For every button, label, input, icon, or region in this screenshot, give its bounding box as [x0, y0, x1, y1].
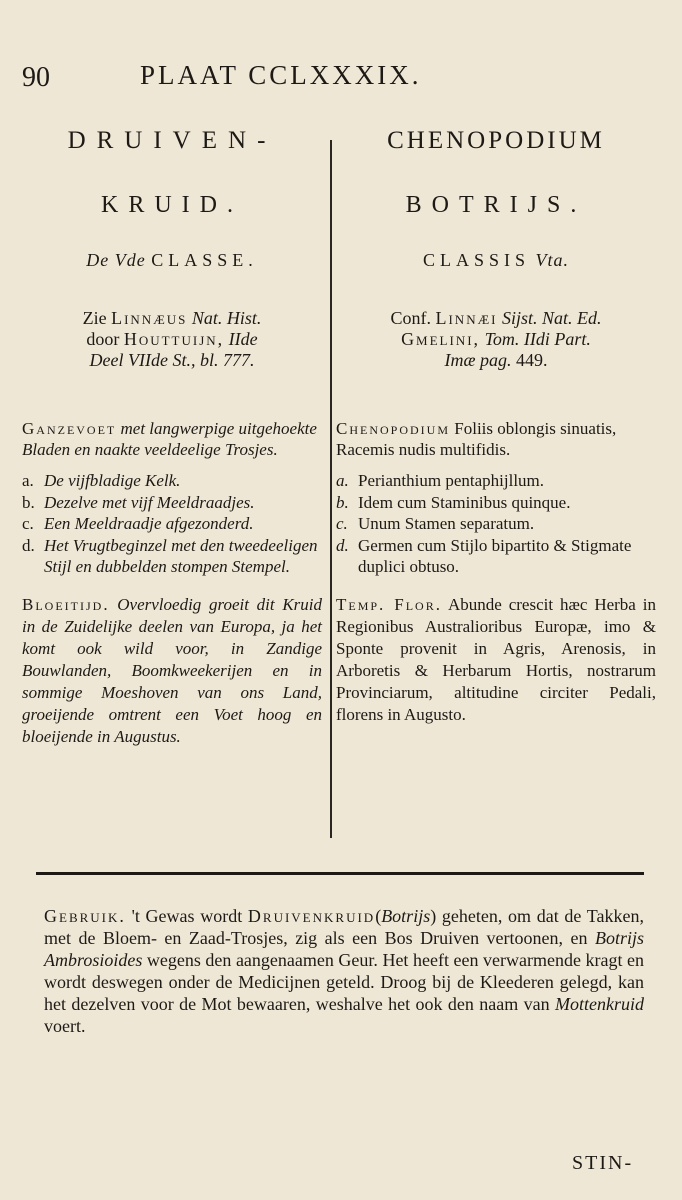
left-ref-nat-hist: Nat. Hist. — [191, 308, 262, 328]
list-item: d. Het Vrugtbeginzel met den tweedeeligen Stijl en dubbelden stompen Stempel. — [22, 535, 318, 576]
list-item: a. Perianthium pentaphijllum. — [336, 471, 545, 490]
right-flor-text: Abunde crescit hæc Herba in Regionibus Australioribus Europæ, imo & Sponte provenit in Agris, Arenosis, in Arboretis & Herbarum Hortis, nostrarum Provinciarum, altitudine circiter Pedali, florens in Augusto. — [336, 594, 657, 724]
right-title-line2: BOTRIJS. — [405, 192, 587, 218]
left-description — [22, 418, 322, 460]
right-column-latin — [336, 120, 656, 726]
page-number: 90 — [22, 62, 50, 93]
left-ref-iide: IIde — [228, 329, 258, 349]
left-column-dutch — [22, 120, 322, 748]
left-title-line1: DRUIVEN- — [67, 127, 277, 154]
left-desc-head: Ganzevoet — [22, 419, 117, 438]
left-flowering — [22, 594, 322, 748]
left-ref-houttuijn: Houttuijn, — [123, 329, 225, 349]
usage-name-mottenkruid: Mottenkruid — [555, 994, 645, 1014]
right-parts-list — [336, 470, 656, 578]
list-item: a. De vijfbladige Kelk. — [22, 471, 181, 490]
right-ref-pagenum: 449. — [516, 350, 548, 370]
list-item: b. Dezelve met vijf Meeldraadjes. — [22, 492, 255, 512]
left-class-number: Vde — [114, 250, 146, 270]
right-flor-head: Temp. Flor. — [336, 594, 442, 614]
left-ref-zie: Zie — [82, 308, 107, 328]
usage-name-botrijs: Botrijs — [381, 906, 431, 926]
right-class-word: CLASSIS — [422, 250, 531, 270]
usage-head: Gebruik. — [44, 906, 126, 926]
catchword: STIN- — [572, 1152, 634, 1174]
right-reference — [336, 308, 656, 378]
left-flor-head: Bloeitijd. — [22, 594, 110, 614]
right-class-line — [336, 250, 656, 278]
horizontal-rule — [36, 872, 644, 875]
right-desc-text: Foliis oblongis sinuatis, Racemis nudis multifidis. — [336, 419, 617, 459]
list-item: c. Unum Stamen separatum. — [336, 514, 535, 533]
left-ref-door: door — [86, 329, 120, 349]
usage-paragraph: Gebruik. 't Gewas wordt Druivenkruid(Botrijs) geheten, om dat de Takken, met de Bloem- en Zaad-Trosjes, zig als een Bos Druiven vertoonen, en Botrijs Ambrosioides wegens den aangenaamen Geur. Het heeft een verwarmende kragt en wordt deswegen onder de Medicijnen geteld. Droog bij de Kleederen gelegd, kan het dezelven voor de Mot bewaaren, weshalve het ook den naam van Mottenkruid voert. — [44, 906, 645, 1036]
usage-name-druivenkruid: Druivenkruid — [247, 906, 376, 926]
left-class-word: CLASSE. — [151, 250, 258, 270]
left-desc-text: met langwerpige uitgehoekte Bladen en naakte veeldeelige Trosjes. — [22, 419, 317, 459]
right-ref-pag: Imæ pag. — [444, 350, 512, 370]
right-class-number: Vta. — [535, 250, 570, 270]
usage-name-ambrosioides: Botrijs Ambrosioides — [44, 928, 644, 970]
left-ref-deel: Deel VIIde St., bl. 777. — [89, 350, 255, 370]
right-ref-sijst: Sijst. Nat. Ed. — [501, 308, 602, 328]
left-class-prefix: De — [86, 250, 110, 270]
left-flor-text: Overvloedig groeit dit Kruid in de Zuidelijke deelen van Europa, ja het komt ook wild voor, in Zandige Bouwlanden, Boomkweekerijen en in sommige Moeshoven van ons Land, groeijende omtrent een Voet hoog en bloeijende in Augustus. — [22, 594, 322, 746]
left-ref-linnaeus: Linnæus — [111, 308, 188, 328]
right-description — [336, 418, 656, 460]
list-item: c. Een Meeldraadje afgezonderd. — [22, 514, 254, 533]
list-item: b. Idem cum Staminibus quinque. — [336, 492, 571, 512]
right-ref-tom: Tom. IIdi Part. — [484, 329, 591, 349]
right-flowering — [336, 594, 656, 726]
right-ref-gmelini: Gmelini, — [401, 329, 481, 349]
right-desc-head: Chenopodium — [336, 419, 451, 438]
column-divider — [330, 140, 332, 838]
left-parts-list — [22, 470, 322, 578]
plate-heading: PLAAT CCLXXXIX. — [140, 60, 422, 90]
right-ref-conf: Conf. — [390, 308, 431, 328]
right-title-line1: CHENOPODIUM — [387, 127, 605, 154]
left-class-line — [22, 250, 322, 278]
list-item: d. Germen cum Stijlo bipartito & Stigmate duplici obtuso. — [336, 535, 632, 576]
left-title-line2: KRUID. — [101, 192, 243, 218]
left-reference — [22, 308, 322, 378]
right-ref-linnaei: Linnæi — [435, 308, 498, 328]
